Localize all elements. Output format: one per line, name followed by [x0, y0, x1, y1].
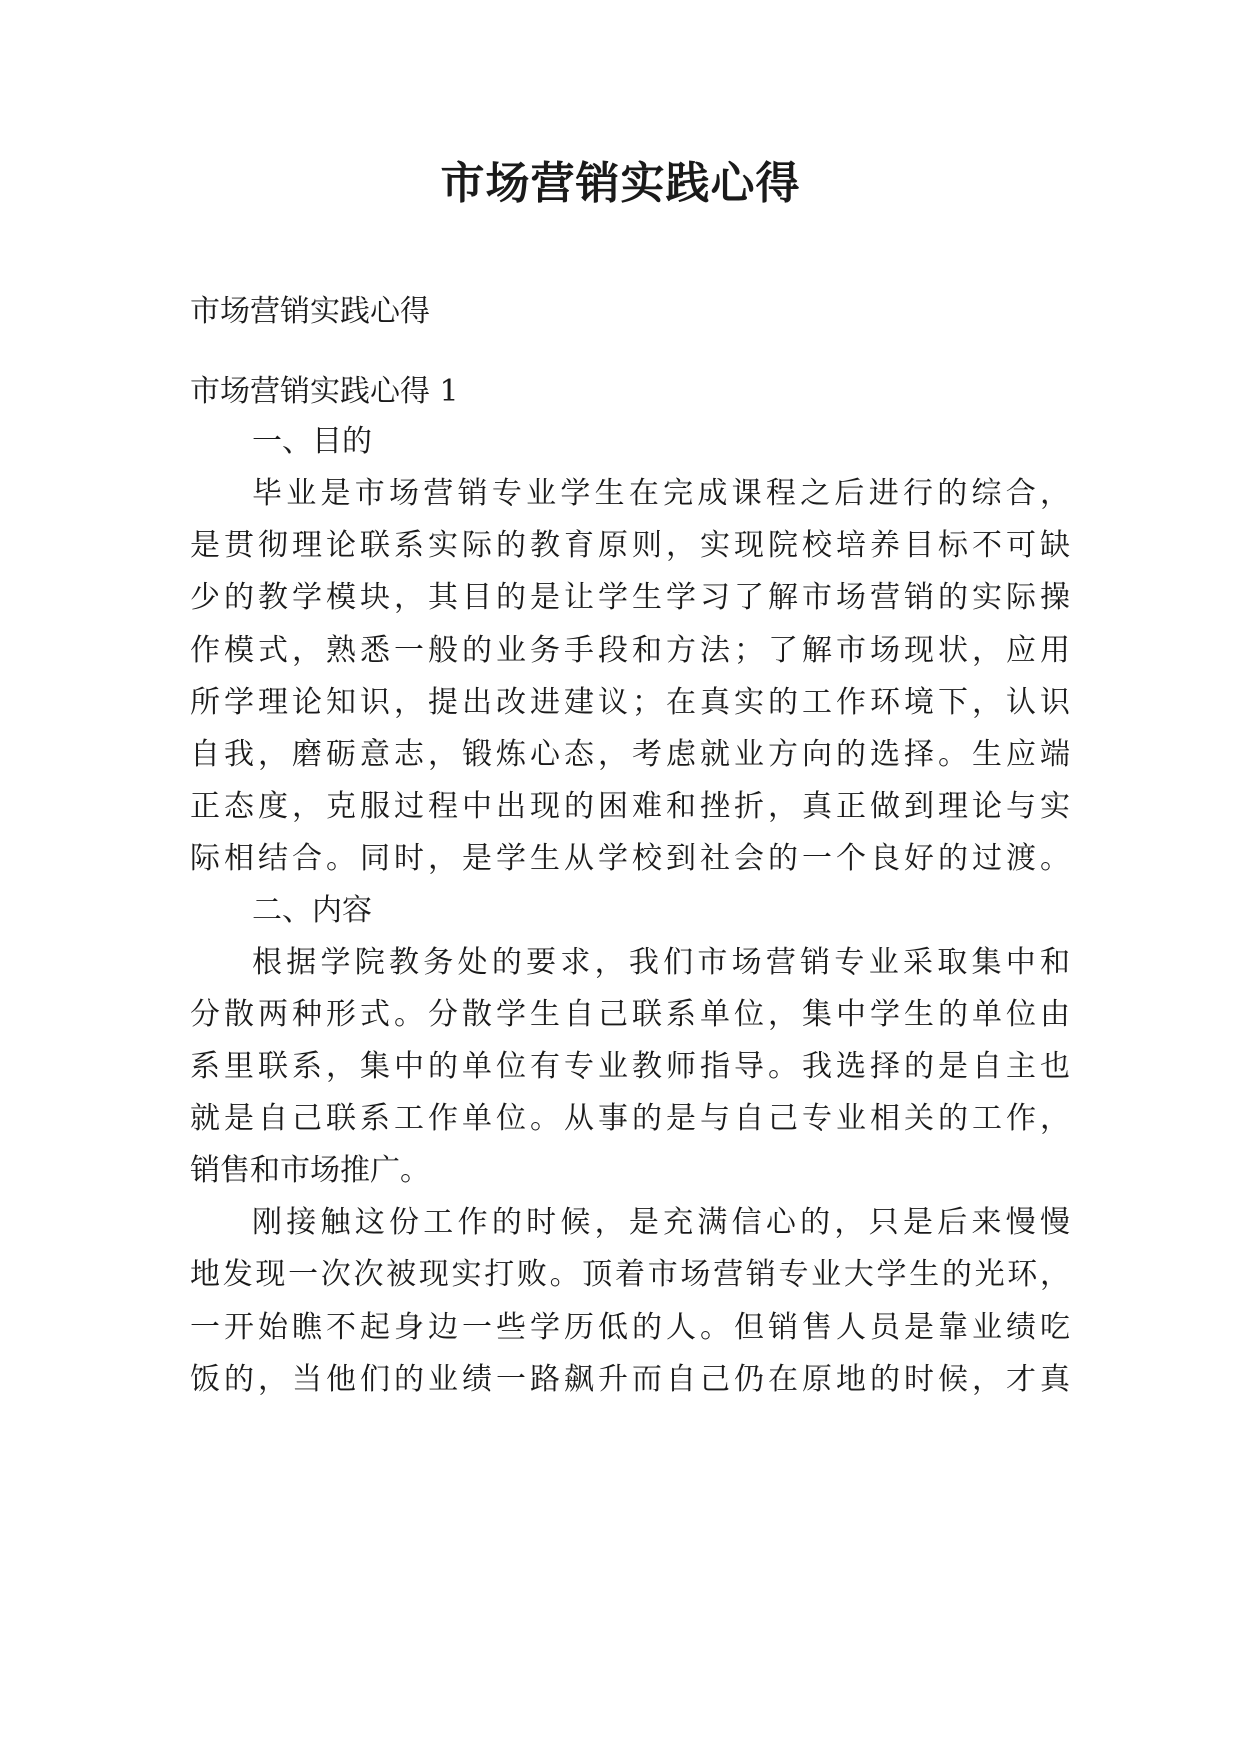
paragraph-line: 地发现一次次被现实打败。顶着市场营销专业大学生的光环， — [190, 1257, 1070, 1292]
paragraph-line: 根据学院教务处的要求，我们市场营销专业采取集中和 — [252, 945, 1070, 980]
paragraph-line: 分散两种形式。分散学生自己联系单位，集中学生的单位由 — [190, 997, 1070, 1032]
paragraph-line: 自我，磨砺意志，锻炼心态，考虑就业方向的选择。生应端 — [190, 737, 1070, 772]
paragraph-line: 正态度，克服过程中出现的困难和挫折，真正做到理论与实 — [190, 789, 1070, 824]
heading-content: 二、内容 — [252, 893, 372, 928]
paragraph-line: 毕业是市场营销专业学生在完成课程之后进行的综合， — [252, 476, 1070, 511]
paragraph-line: 际相结合。同时，是学生从学校到社会的一个良好的过渡。 — [190, 841, 1070, 876]
document-subtitle: 市场营销实践心得 — [190, 294, 430, 329]
paragraph-line: 就是自己联系工作单位。从事的是与自己专业相关的工作， — [190, 1101, 1070, 1136]
paragraph-line: 少的教学模块，其目的是让学生学习了解市场营销的实际操 — [190, 580, 1070, 615]
paragraph-line: 刚接触这份工作的时候，是充满信心的，只是后来慢慢 — [252, 1205, 1070, 1240]
heading-purpose: 一、目的 — [252, 424, 372, 459]
section-title: 市场营销实践心得 1 — [190, 374, 459, 409]
paragraph-line: 系里联系，集中的单位有专业教师指导。我选择的是自主也 — [190, 1049, 1070, 1084]
paragraph-line: 一开始瞧不起身边一些学历低的人。但销售人员是靠业绩吃 — [190, 1310, 1070, 1345]
paragraph-line: 是贯彻理论联系实际的教育原则，实现院校培养目标不可缺 — [190, 528, 1070, 563]
paragraph-line: 销售和市场推广。 — [190, 1153, 430, 1188]
paragraph-line: 饭的，当他们的业绩一路飙升而自己仍在原地的时候，才真 — [190, 1362, 1070, 1397]
paragraph-line: 所学理论知识，提出改进建议；在真实的工作环境下，认识 — [190, 685, 1070, 720]
paragraph-line: 作模式，熟悉一般的业务手段和方法；了解市场现状，应用 — [190, 633, 1070, 668]
document-title: 市场营销实践心得 — [440, 158, 801, 209]
